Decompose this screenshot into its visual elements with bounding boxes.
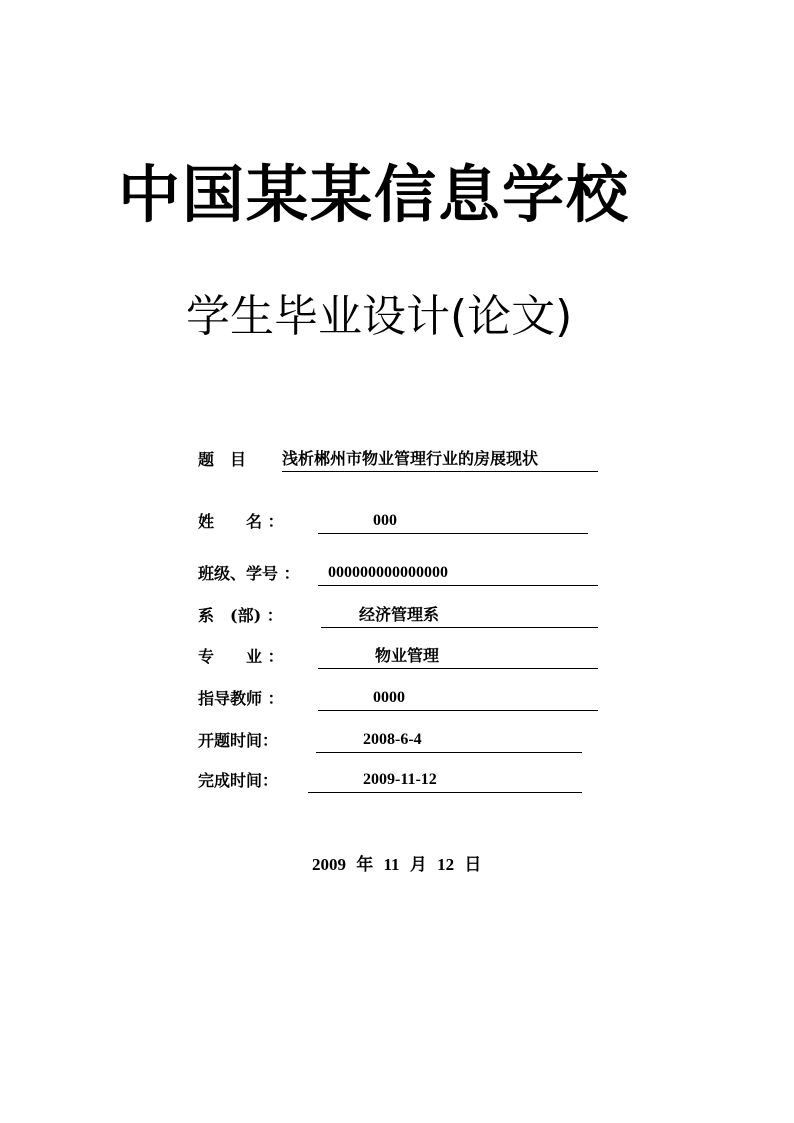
- department-value-line: [321, 605, 598, 628]
- date-day: 12: [437, 855, 455, 874]
- advisor-label: 指导教师 ：: [198, 689, 284, 708]
- advisor-value-line: [318, 688, 598, 711]
- major-field: [198, 646, 600, 670]
- class-id-value: 000000000000000: [328, 564, 448, 581]
- start-date-value: 2008-6-4: [363, 731, 422, 748]
- topic-value-line: [282, 449, 598, 472]
- major-value-line: [318, 646, 598, 669]
- class-id-value-line: [318, 563, 598, 586]
- date-year: 2009: [312, 855, 346, 874]
- school-name: 中国某某信息学校: [118, 158, 631, 231]
- department-value: 经济管理系: [359, 605, 440, 624]
- department-field: [198, 605, 600, 629]
- finish-date-label: 完成时间：: [198, 771, 279, 790]
- finish-date-value: 2009-11-12: [363, 771, 437, 788]
- cover-date: [312, 853, 481, 877]
- topic-field: [198, 449, 600, 473]
- major-value: 物业管理: [375, 646, 440, 665]
- name-label: 姓 名 ：: [198, 512, 284, 531]
- finish-date-value-line: [308, 770, 582, 793]
- advisor-field: [198, 688, 600, 712]
- name-value: 000: [373, 512, 397, 529]
- date-month: 11: [383, 855, 400, 874]
- finish-date-field: [198, 770, 584, 794]
- topic-label: 题 目: [198, 450, 247, 469]
- class-id-field: [198, 563, 600, 587]
- date-day-unit: 日: [464, 855, 482, 875]
- document-title: 学生毕业设计(论文): [186, 291, 573, 342]
- start-date-field: [198, 730, 584, 754]
- advisor-value: 0000: [373, 689, 405, 706]
- name-value-line: [318, 511, 588, 534]
- topic-value: 浅析郴州市物业管理行业的房展现状: [282, 449, 539, 468]
- department-label: 系 (部) ：: [198, 606, 283, 625]
- date-year-unit: 年: [356, 855, 374, 875]
- class-id-label: 班级、学号 ：: [198, 564, 300, 583]
- start-date-value-line: [316, 730, 582, 753]
- major-label: 专 业 ：: [198, 647, 284, 666]
- name-field: [198, 511, 590, 535]
- start-date-label: 开题时间：: [198, 731, 279, 750]
- date-month-unit: 月: [409, 855, 427, 875]
